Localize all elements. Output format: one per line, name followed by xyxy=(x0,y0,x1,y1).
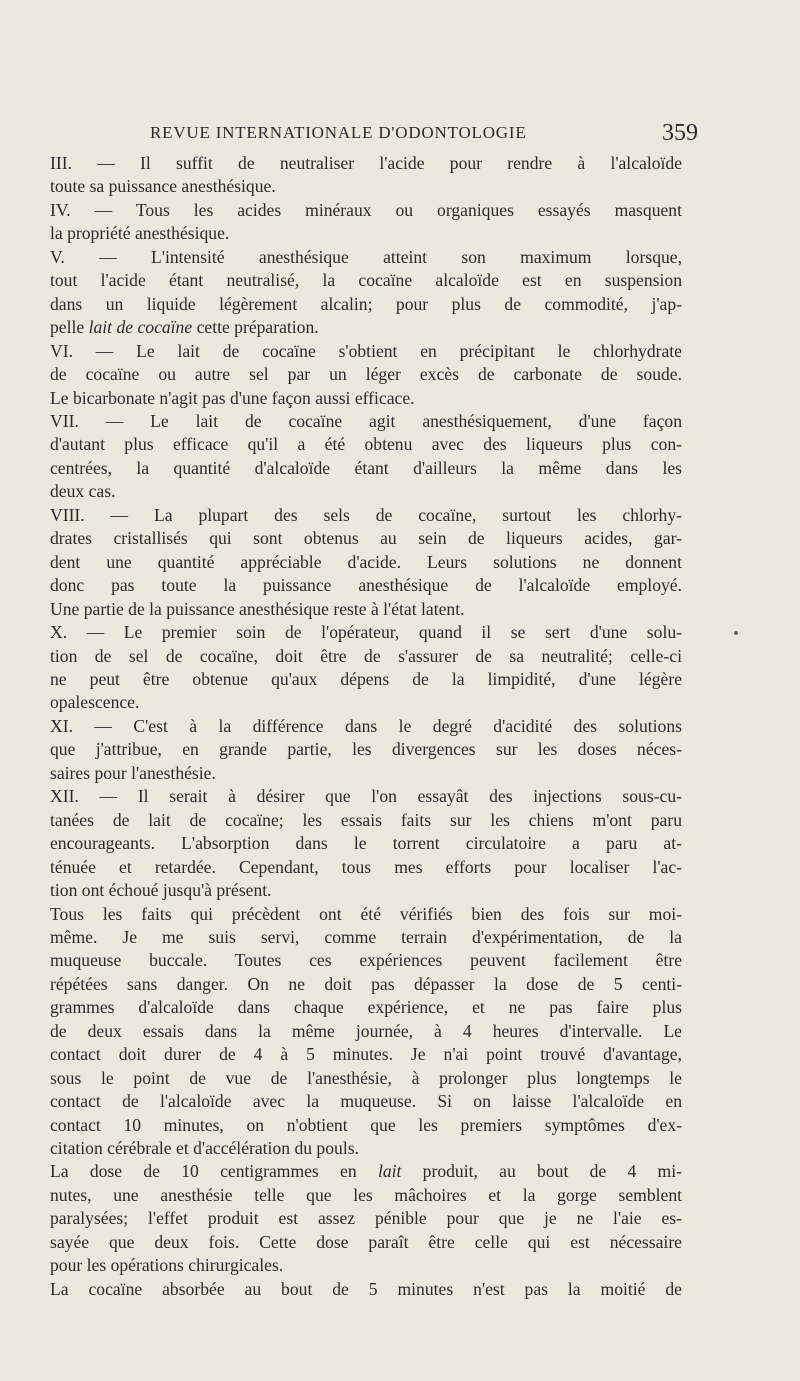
text-line: IV. — Tous les acides minéraux ou organiques essayés masquent xyxy=(50,199,682,220)
text-line: même. Je me suis servi, comme terrain d'expérimentation, de la xyxy=(50,926,682,947)
text-line: citation cérébrale et d'accélération du pouls. xyxy=(50,1138,359,1159)
text-line: XII. — Il serait à désirer que l'on essayât des injections sous-cu- xyxy=(50,786,682,807)
text-line: Tous les faits qui précèdent ont été vérifiés bien des fois sur moi- xyxy=(50,903,682,924)
text-line: tion de sel de cocaïne, doit être de s'assurer de sa neutralité; celle-ci xyxy=(50,645,682,666)
page-header xyxy=(150,118,698,148)
text-line: XI. — C'est à la différence dans le degré d'acidité des solutions xyxy=(50,715,682,736)
text-line: ne peut être obtenue qu'aux dépens de la limpidité, d'une légère xyxy=(50,668,682,689)
text-line: pour les opérations chirurgicales. xyxy=(50,1255,284,1276)
paragraph xyxy=(50,504,682,621)
paragraph xyxy=(50,903,682,1161)
text-line: ténuée et retardée. Cependant, tous mes efforts pour localiser l'ac- xyxy=(50,856,682,877)
text-line: la propriété anesthésique. xyxy=(50,223,230,244)
text-line: La cocaïne absorbée au bout de 5 minutes n'est pas la moitié de xyxy=(50,1278,682,1299)
running-title: REVUE INTERNATIONALE D'ODONTOLOGIE xyxy=(150,123,527,142)
text-line: VII. — Le lait de cocaïne agit anesthésiquement, d'une façon xyxy=(50,410,682,431)
text-line: toute sa puissance anesthésique. xyxy=(50,176,276,197)
text-line: dans un liquide légèrement alcalin; pour plus de commodité, j'ap- xyxy=(50,293,682,314)
body-text xyxy=(50,152,682,1301)
paragraph xyxy=(50,1278,682,1301)
paragraph xyxy=(50,785,682,902)
text-line: contact doit durer de 4 à 5 minutes. Je n'ai point trouvé d'avantage, xyxy=(50,1044,682,1065)
paragraph xyxy=(50,1160,682,1277)
page-number: 359 xyxy=(662,120,698,146)
text-line: tion ont échoué jusqu'à présent. xyxy=(50,880,272,901)
paragraph xyxy=(50,621,682,715)
text-line: muqueuse buccale. Toutes ces expériences peuvent facilement être xyxy=(50,950,682,971)
paragraph xyxy=(50,246,682,340)
text-line: grammes d'alcaloïde dans chaque expérience, et ne pas faire plus xyxy=(50,997,682,1018)
text-line: VIII. — La plupart des sels de cocaïne, surtout les chlorhy- xyxy=(50,504,682,525)
text-line: de cocaïne ou autre sel par un léger excès de carbonate de soude. xyxy=(50,364,682,385)
text-line: nutes, une anesthésie telle que les mâchoires et la gorge semblent xyxy=(50,1184,682,1205)
paragraph xyxy=(50,199,682,246)
text-line: tanées de lait de cocaïne; les essais faits sur les chiens m'ont paru xyxy=(50,809,682,830)
text-line: III. — Il suffit de neutraliser l'acide pour rendre à l'alcaloïde xyxy=(50,153,682,173)
paragraph xyxy=(50,340,682,410)
text-line: encourageants. L'absorption dans le torrent circulatoire a paru at- xyxy=(50,833,682,854)
paragraph xyxy=(50,152,682,199)
text-line: d'autant plus efficace qu'il a été obtenu avec des liqueurs plus con- xyxy=(50,434,682,455)
text-line: contact 10 minutes, on n'obtient que les premiers symptômes d'ex- xyxy=(50,1114,682,1135)
text-line: Une partie de la puissance anesthésique reste à l'état latent. xyxy=(50,598,465,619)
text-line: VI. — Le lait de cocaïne s'obtient en précipitant le chlorhydrate xyxy=(50,340,682,361)
text-line: sayée que deux fois. Cette dose paraît être celle qui est nécessaire xyxy=(50,1231,682,1252)
text-line: de deux essais dans la même journée, à 4 heures d'intervalle. Le xyxy=(50,1020,682,1041)
text-line: donc pas toute la puissance anesthésique de l'alcaloïde employé. xyxy=(50,575,682,596)
text-line: drates cristallisés qui sont obtenus au sein de liqueurs acides, gar- xyxy=(50,528,682,549)
text-line: tout l'acide étant neutralisé, la cocaïne alcaloïde est en suspension xyxy=(50,270,682,291)
text-line: centrées, la quantité d'alcaloïde étant d'ailleurs la même dans les xyxy=(50,457,682,478)
text-line: opalescence. xyxy=(50,692,140,713)
text-line: paralysées; l'effet produit est assez pénible pour que je ne l'aie es- xyxy=(50,1208,682,1229)
text-line: X. — Le premier soin de l'opérateur, quand il se sert d'une solu- xyxy=(50,622,682,643)
paragraph xyxy=(50,715,682,785)
text-line: sous le point de vue de l'anesthésie, à prolonger plus longtemps le xyxy=(50,1067,682,1088)
paragraph xyxy=(50,410,682,504)
text-line: répétées sans danger. On ne doit pas dépasser la dose de 5 centi- xyxy=(50,973,682,994)
text-line: dent une quantité appréciable d'acide. Leurs solutions ne donnent xyxy=(50,551,682,572)
text-line: La dose de 10 centigrammes en lait produit, au bout de 4 mi- xyxy=(50,1161,682,1182)
text-line: Le bicarbonate n'agit pas d'une façon aussi efficace. xyxy=(50,387,415,408)
text-line: pelle lait de cocaïne cette préparation. xyxy=(50,317,319,338)
text-line: deux cas. xyxy=(50,481,116,502)
print-speck xyxy=(734,631,738,635)
text-line: contact de l'alcaloïde avec la muqueuse. Si on laisse l'alcaloïde en xyxy=(50,1091,682,1112)
text-line: que j'attribue, en grande partie, les divergences sur les doses néces- xyxy=(50,739,682,760)
text-line: V. — L'intensité anesthésique atteint son maximum lorsque, xyxy=(50,246,682,267)
text-line: saires pour l'anesthésie. xyxy=(50,762,216,783)
